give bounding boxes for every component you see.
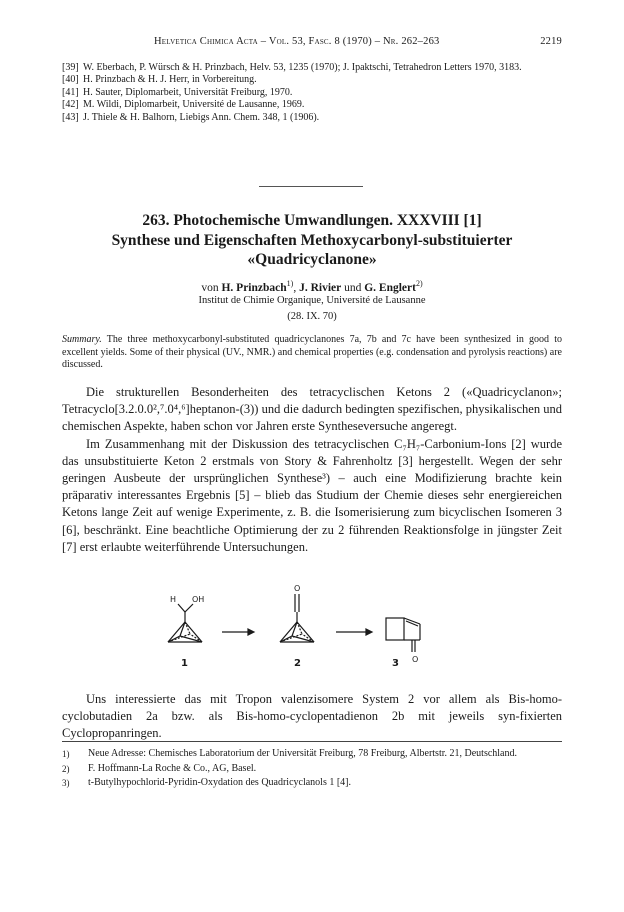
atom-label-oh: OH [192,595,205,604]
footnote-text: Neue Adresse: Chemisches Laboratorium der Universität Freiburg, 78 Freiburg, Albertstr. 21, Deutschland. [88,748,517,759]
section-separator [259,186,363,187]
reference-text: J. Thiele & H. Balhorn, Liebigs Ann. Chem. 348, 1 (1906). [83,111,320,123]
summary-label: Summary. [62,334,102,345]
reference-item [62,62,562,74]
atom-label-o: O [294,584,301,593]
compound-number-1: 1 [181,658,188,669]
footnote-number: 3) [62,778,70,789]
compound-1-structure [168,595,204,669]
reaction-scheme [160,582,460,684]
byline-conjunction: und [344,281,362,294]
reference-number: [41] [62,86,79,98]
reaction-arrow [336,629,372,635]
author-name: H. Prinzbach [221,281,287,294]
footnote-number: 2) [62,763,70,774]
footnote-list [62,748,562,792]
reference-text: W. Eberbach, P. Würsch & H. Prinzbach, Helv. 53, 1235 (1970); J. Ipaktschi, Tetrahedron Letters 1970, 3183. [83,62,522,73]
summary-text: The three methoxycarbonyl-substituted quadricyclanones 7a, 7b and 7c have been synthesized in good to excellent yields. Some of their physical (UV., NMR.) and chemical properties (e.g. condensation and pyrolysis reactions) are discussed. [62,334,562,371]
atom-label-o: O [412,655,419,664]
paragraph: Die strukturellen Besonderheiten des tetracyclischen Ketons 2 («Quadricyclanon»; Tetracyclo[3.2.0.0²,⁷.0⁴,⁶]heptanon-(3)) und die dadurch bedingten spezifischen, physikalischen und chemischen Aspekte, haben schon vor Jahren erste Syntheseversuche angeregt. [62,385,562,434]
reference-text: H. Sauter, Diplomarbeit, Universität Freiburg, 1970. [83,86,293,98]
summary-block [62,334,562,372]
title-line: 263. Photochemische Umwandlungen. XXXVIII [1] [142,212,482,229]
compound-number-2: 2 [294,658,301,669]
body-text-lower [62,691,562,743]
page-number: 2219 [540,36,562,47]
reference-item [62,99,562,111]
reference-number: [40] [62,74,79,86]
institution: Institut de Chimie Organique, Université de Lausanne [198,295,426,306]
compound-2-structure [280,584,314,669]
body-text-upper [62,384,562,556]
compound-3-structure [386,618,420,669]
reference-item [62,74,562,86]
reference-text: M. Wildi, Diplomarbeit, Université de Lausanne, 1969. [83,99,305,111]
paragraph: Im Zusammenhang mit der Diskussion des tetracyclischen C₇H₇-Carbonium-Ions [2] wurde das unsubstituierte Keton 2 erstmals von Story & Fahrenholtz [3] hergestellt. Wegen der sehr geringen Ausbeute der ursprünglichen Synthese³) – auch eine Modifizierung brachte kein präparativ interessantes Ergebnis [5] – blieb das Studium der Chemie dieses sehr energiereichen Ketons lange Zeit auf wenige Experimente, z. B. die Isomerisierung zum bicyclischen Isomeren 3 [6], beschränkt. Eine beachtliche Optimierung der zu 2 führenden Reaktionsfolge in jüngster Zeit [7] erst erlaubte weiterführende Untersuchungen. [62,436,562,554]
received-date: (28. IX. 70) [287,311,337,322]
reaction-arrow [222,629,254,635]
author-name: G. Englert [364,281,416,294]
footnote-item [62,763,562,776]
reference-item [62,87,562,99]
author-byline: von H. Prinzbach$^{1)}$, J. Rivier und G. Englert$^{2)}$ [201,279,423,294]
footnote-text: t-Butylhypochlorid-Pyridin-Oxydation des Quadricyclanols 1 [4]. [88,777,352,789]
reference-list [62,62,562,124]
journal-citation: Helvetica Chimica Acta – Vol. 53, Fasc. 8 (1970) – Nr. 262–263 [154,36,440,47]
footnote-marker: 1) [286,279,294,288]
footnote-item [62,777,562,790]
reference-number: [42] [62,99,79,111]
footnote-marker: 2) [415,279,423,288]
footnote-text: F. Hoffmann-La Roche & Co., AG, Basel. [88,762,257,774]
title-line: «Quadricyclanone» [247,251,377,268]
compound-number-3: 3 [392,658,399,669]
footnote-item [62,748,562,761]
reference-text: H. Prinzbach & H. J. Herr, in Vorbereitung. [83,74,257,86]
author-name: J. Rivier [299,281,342,294]
title-line: Synthese und Eigenschaften Methoxycarbonyl-substituierter [111,231,513,249]
reference-number: [39] [62,62,79,73]
footnote-rule [62,741,562,742]
running-head [154,36,562,52]
byline-prefix: von [201,281,219,294]
paragraph: Uns interessierte das mit Tropon valenzisomere System 2 vor allem als Bis-homo-cyclobutadien 2a bzw. als Bis-homo-cyclopentadienon 2b mit jeweils syn-fixierten Cyclopropanringen. [62,692,562,741]
article-title [62,211,562,270]
atom-label-h: H [170,595,177,604]
reference-item [62,112,562,124]
footnote-number: 1) [62,749,70,759]
reference-number: [43] [62,111,79,123]
